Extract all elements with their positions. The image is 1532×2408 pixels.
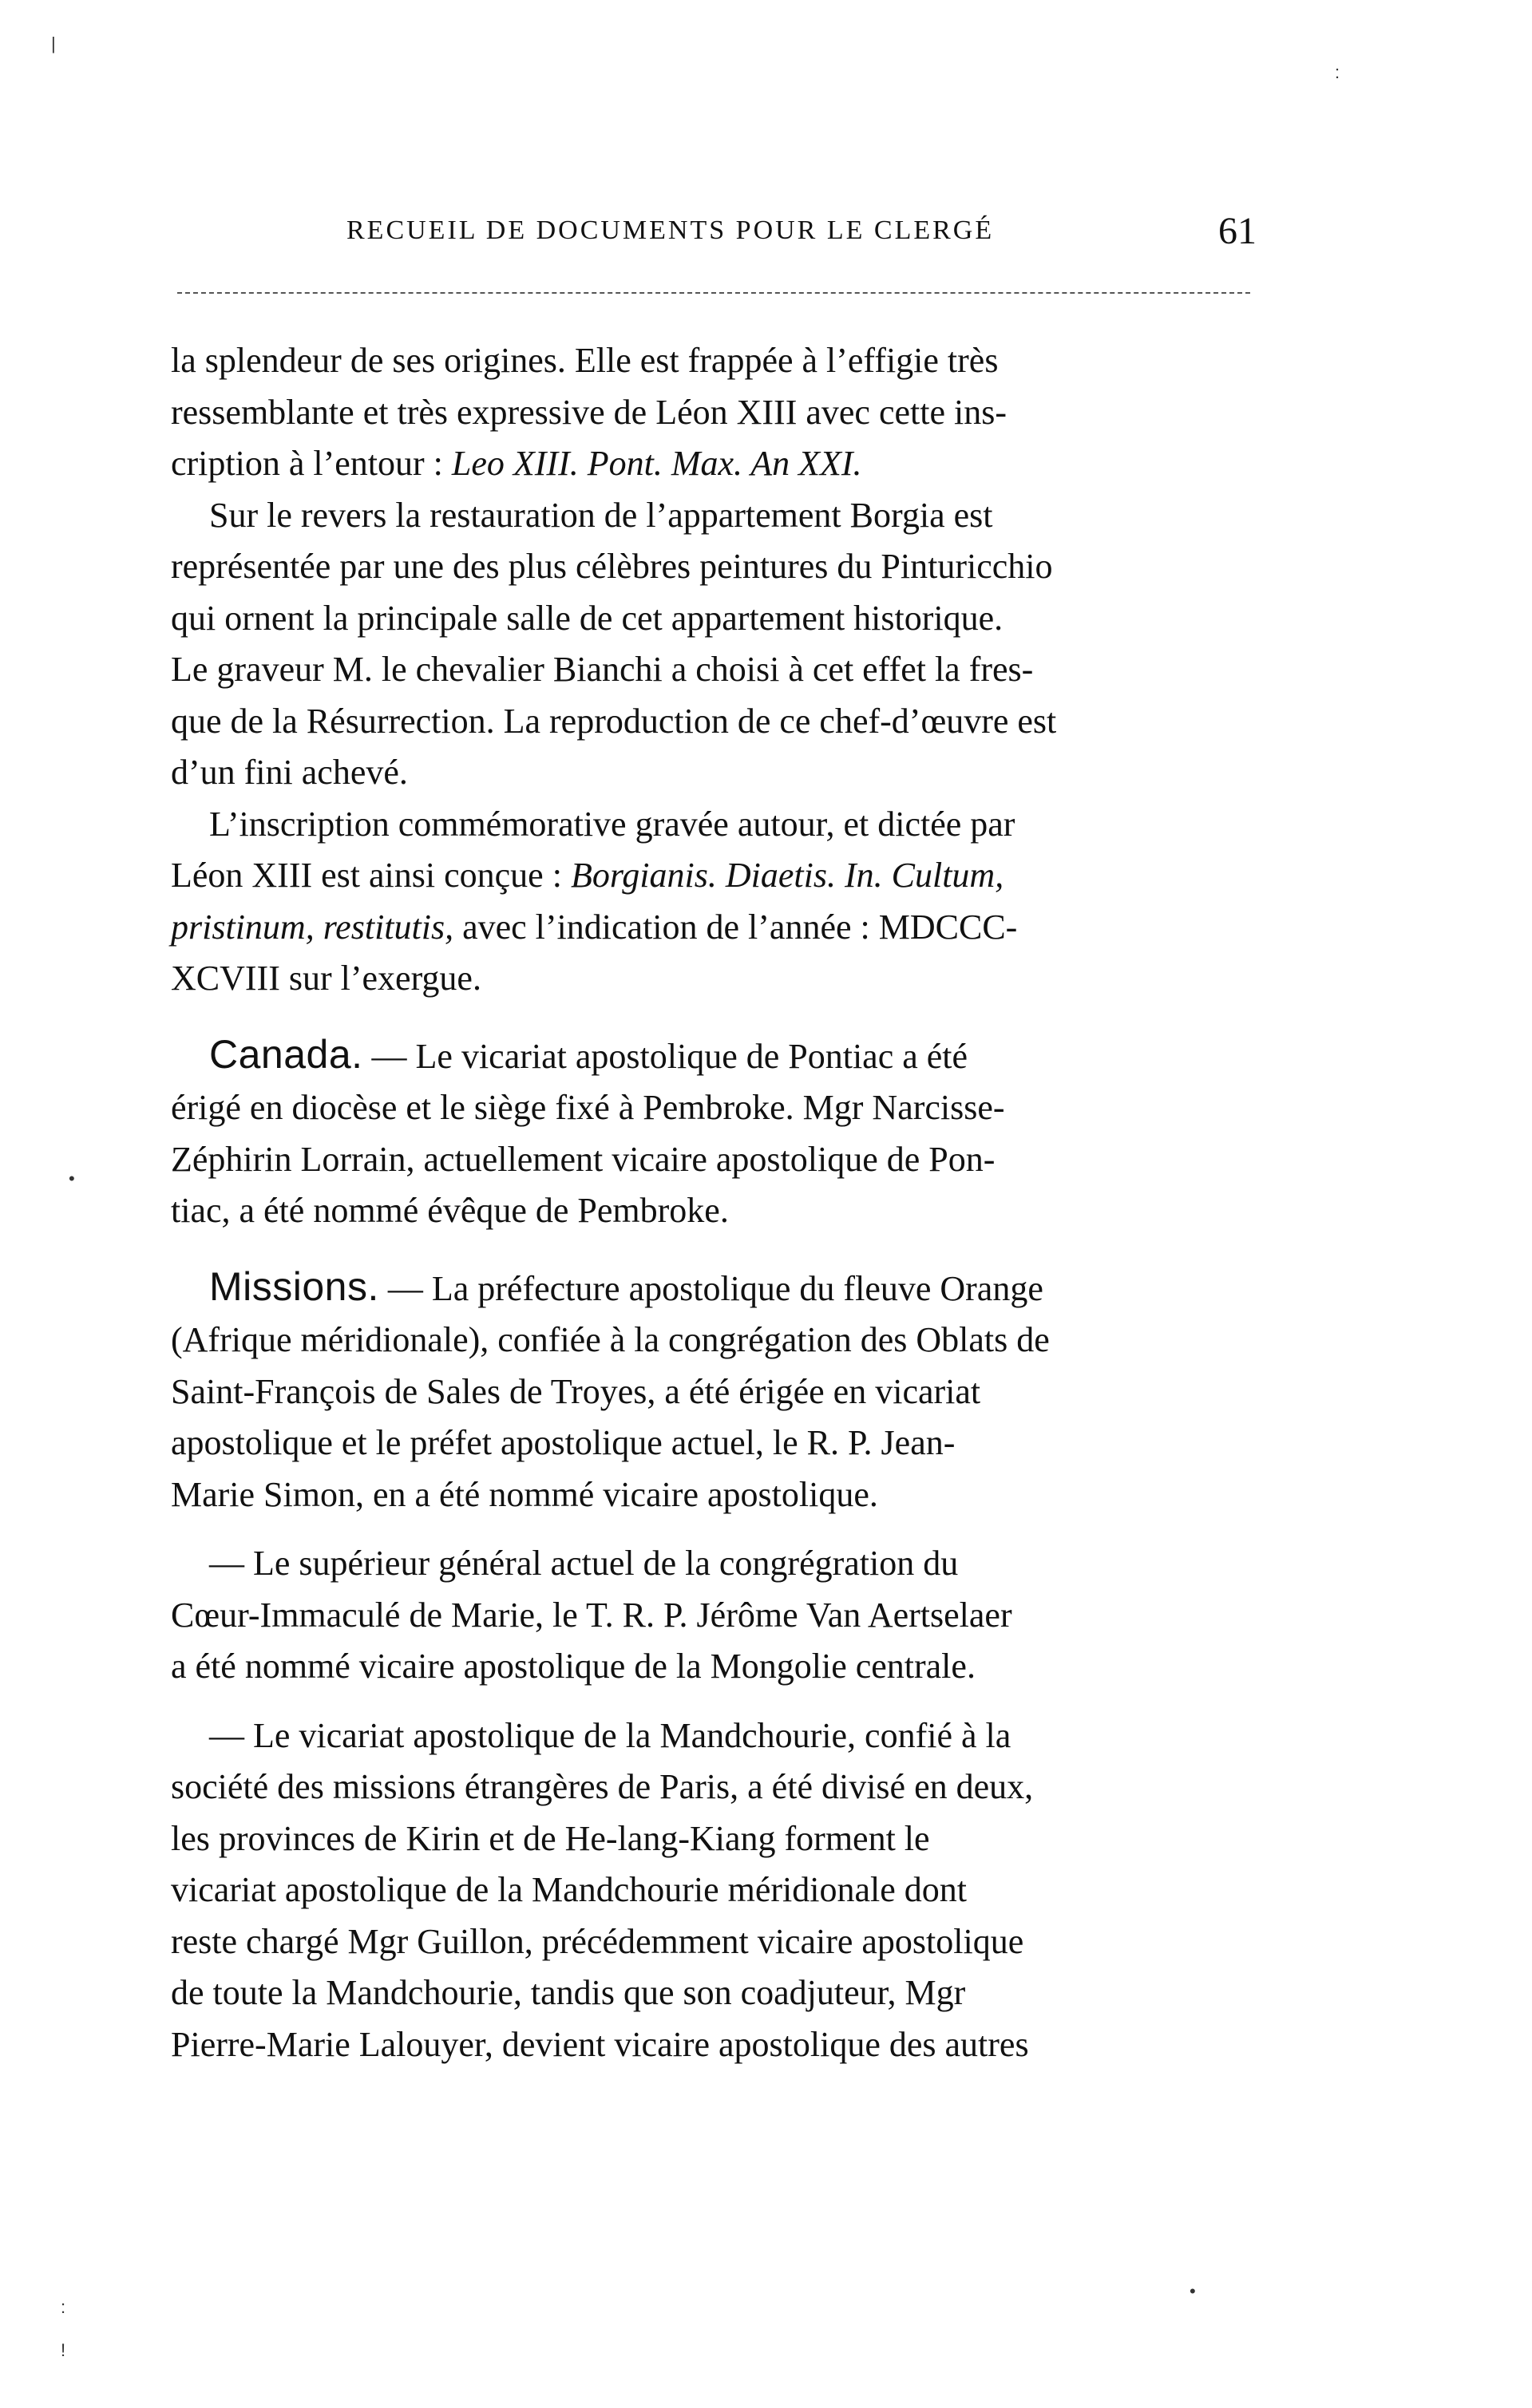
paragraph-medal-obverse [171,335,1260,490]
scan-mark: : [61,2297,66,2317]
header-rule [177,292,1250,294]
scan-mark: ! [61,2340,66,2360]
line: cription à l’entour : [171,444,452,483]
paragraph-missions [171,1261,1260,1521]
page-header [171,210,1257,263]
running-head: RECUEIL DE DOCUMENTS POUR LE CLERGÉ [346,215,995,245]
body-text [171,335,1260,2070]
section-label-canada: Canada. [209,1031,363,1077]
paragraph-canada [171,1029,1260,1237]
inscription-text-after: avec l’indication de l’année : MDCCC- XCVIII sur l’exergue. [171,907,1018,998]
scan-mark: • [69,1168,75,1188]
paragraph-mandchourie: — Le vicariat apostolique de la Mandchourie, confié à la société des missions étrangères de Paris, a été divisé en deux, les provinces de Kirin et de He-lang-Kiang forment le vicariat apostolique de la Mandchourie méridionale dont reste chargé Mgr Guillon, précédemment vicaire apostolique de toute la Mandchourie, tandis que son coadjuteur, Mgr Pierre-Marie Lalouyer, devient vicaire apostolique des autres [171,1715,1034,2064]
scan-mark: • [1190,2281,1196,2301]
line: la splendeur de ses origines. Elle est frappée à l’effigie très [171,341,999,380]
paragraph-mongolie: — Le supérieur général actuel de la congrégration du Cœur-Immaculé de Marie, le T. R. P. Jérôme Van Aertselaer a été nommé vicaire apostolique de la Mongolie centrale. [171,1544,1012,1686]
scan-mark: : [1335,62,1340,82]
medal-inscription: Leo XIII. Pont. Max. An XXI. [451,444,862,483]
paragraph-medal-reverse: Sur le revers la restauration de l’appartement Borgia est représentée par une des plus célèbres peintures du Pinturicchio qui ornent la principale salle de cet appartement historique. Le graveur M. le chevalier Bianchi a choisi à cet effet la fres- que de la Résurrection. La reproduction de ce chef-d’œuvre est d’un fini achevé. [171,495,1057,792]
page-number: 61 [1218,210,1257,252]
paragraph-inscription [171,799,1260,1005]
line: ressemblante et très expressive de Léon XIII avec cette ins- [171,392,1007,432]
section-label-missions: Missions. [209,1263,379,1309]
scan-mark: | [51,34,56,53]
inscription-text-before: L’inscription commémorative gravée autour, et dictée par Léon XIII est ainsi conçue : [171,804,1015,895]
missions-text: — La préfecture apostolique du fleuve Orange (Afrique méridionale), confiée à la congrégation des Oblats de Saint-François de Sales de Troyes, a été érigée en vicariat apostolique et le préfet apostolique actuel, le R. P. Jean- Marie Simon, en a été nommé vicaire apostolique. [171,1268,1050,1514]
inscription-latin: Borgianis. Diaetis. In. Cultum, pristinum, restitutis, [171,856,1004,947]
canada-text: — Le vicariat apostolique de Pontiac a été érigé en diocèse et le siège fixé à Pembroke. Mgr Narcisse- Zéphirin Lorrain, actuellement vicaire apostolique de Pon- tiac, a été nommé évêque de Pembroke. [171,1036,1005,1230]
